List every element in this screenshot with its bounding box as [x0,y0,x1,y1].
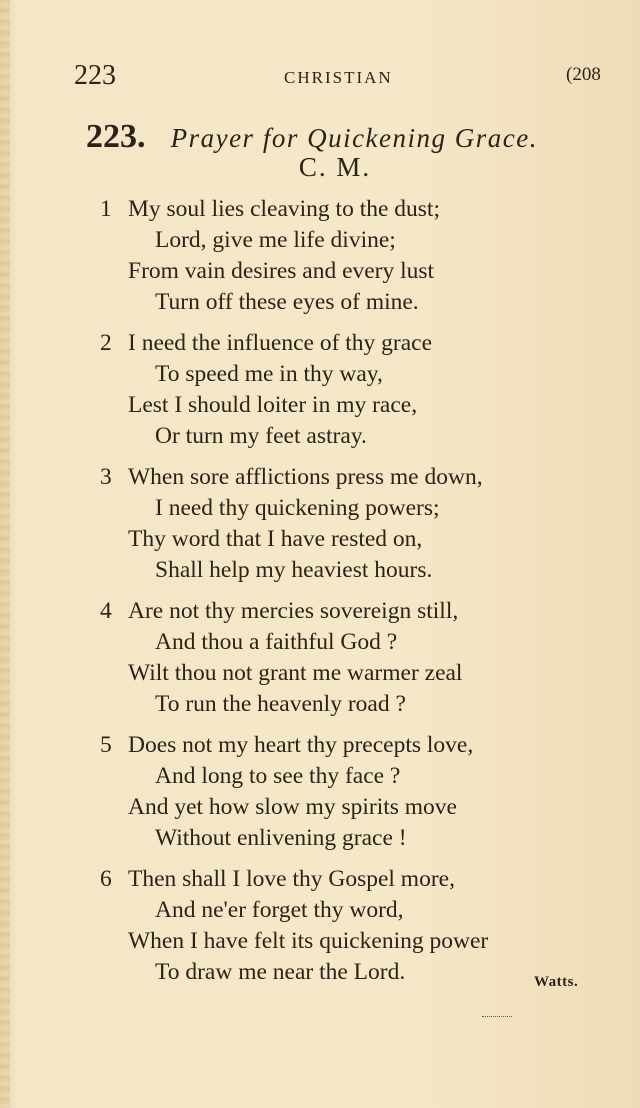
verse-line: And ne'er forget thy word, [155,897,404,923]
verse-line: Does not my heart thy precepts love, [128,732,474,758]
verse-line: Lord, give me life divine; [155,227,396,253]
verse-line: I need the influence of thy grace [128,330,433,356]
end-ornament [482,1016,512,1021]
verse-line: Lest I should loiter in my race, [128,392,418,418]
verse-line: And thou a faithful God ? [155,629,398,655]
verse [100,864,620,988]
verse-line: I need thy quickening powers; [155,495,440,521]
verse-number: 3 [100,464,112,490]
section-title: CHRISTIAN [284,68,393,87]
hymn-author: Watts. [534,974,579,990]
verse-number: 1 [100,196,112,222]
verse-number: 4 [100,598,112,624]
verse-number: 2 [100,330,112,356]
verse-number: 6 [100,866,112,892]
verse [100,194,620,318]
verse [100,462,620,586]
verse [100,730,620,854]
verse-line: When sore afflictions press me down, [128,464,483,490]
verse-list [100,194,620,998]
verse [100,328,620,452]
hymn-number: 223. [86,118,146,155]
hymn-heading [86,118,626,156]
verse-line: And long to see thy face ? [155,763,401,789]
verse [100,596,620,720]
verse-line: To draw me near the Lord. [155,959,406,985]
verse-line: To speed me in thy way, [155,361,383,387]
hymn-meter: C. M. [298,152,372,182]
page-number-right: (208 [566,64,601,85]
verse-line: Turn off these eyes of mine. [155,289,419,315]
verse-line: My soul lies cleaving to the dust; [128,196,440,222]
verse-line: Shall help my heaviest hours. [155,557,433,583]
verse-line: Or turn my feet astray. [155,423,367,449]
verse-line: Then shall I love thy Gospel more, [128,866,455,892]
verse-line: When I have felt its quickening power [128,928,489,954]
verse-line: Thy word that I have rested on, [128,526,423,552]
verse-line: Without enlivening grace ! [155,825,407,851]
running-head [0,60,640,96]
verse-line: To run the heavenly road ? [155,691,406,717]
verse-line: Wilt thou not grant me warmer zeal [128,660,463,686]
verse-line: From vain desires and every lust [128,258,435,284]
page-number-left: 223 [74,60,116,91]
verse-line: Are not thy mercies sovereign still, [128,598,459,624]
verse-number: 5 [100,732,112,758]
hymn-title: Prayer for Quickening Grace. [170,123,539,153]
verse-line: And yet how slow my spirits move [128,794,457,820]
